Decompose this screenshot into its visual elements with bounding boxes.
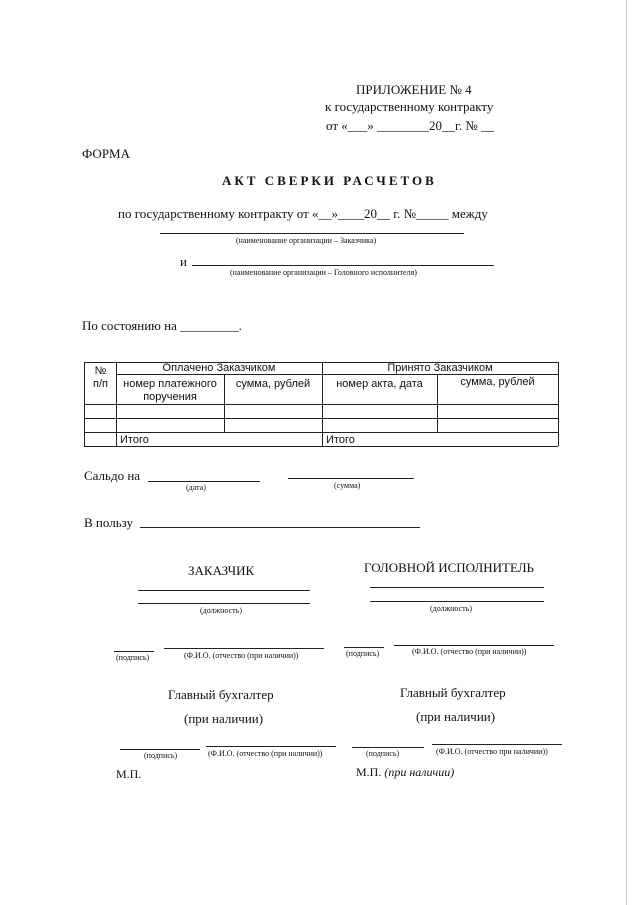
contractor-seal-label: М.П. — [356, 765, 382, 779]
table-line — [84, 432, 558, 433]
saldo-date-line — [148, 481, 260, 482]
contractor-heading: ГОЛОВНОЙ ИСПОЛНИТЕЛЬ — [364, 560, 534, 575]
table-line — [84, 418, 558, 419]
contractor-name-line — [192, 265, 494, 266]
customer-acc-fio-line — [206, 746, 336, 747]
appendix-to-contract: к государственному контракту — [325, 99, 494, 114]
contractor-position-line — [370, 601, 544, 602]
as-of-date: По состоянию на _________. — [82, 318, 242, 333]
paid-by-customer-header: Оплачено Заказчиком — [162, 362, 276, 374]
form-label: ФОРМА — [82, 146, 130, 161]
contractor-name-caption: (наименование организации – Головного исполнителя) — [230, 268, 417, 277]
table-line — [558, 362, 559, 446]
customer-position-line — [138, 603, 310, 604]
table-line — [84, 404, 558, 405]
customer-sign-line — [138, 590, 310, 591]
appendix-from-line: от «___» ________20__г. № __ — [326, 118, 495, 133]
col-payment-order: номер платежного поручения — [123, 378, 217, 403]
customer-signature-caption: (подпись) — [116, 653, 150, 662]
customer-fio-line — [164, 648, 324, 649]
in-favor-label: В пользу — [84, 515, 133, 530]
contractor-acc-signature-caption: (подпись) — [366, 749, 400, 758]
contractor-acc-fio-line — [432, 744, 562, 745]
page-edge-right — [626, 0, 627, 905]
customer-name-caption: (наименование организации – Заказчика) — [236, 236, 377, 245]
saldo-label: Сальдо на — [84, 468, 141, 483]
saldo-sum-line — [288, 478, 414, 479]
customer-fio-caption: (Ф.И.О. (отчество (при наличии)) — [184, 651, 299, 660]
customer-accountant-if-any: (при наличии) — [184, 711, 264, 726]
col-act-number-date: номер акта, дата — [336, 378, 423, 390]
appendix-number: ПРИЛОЖЕНИЕ № 4 — [356, 82, 472, 97]
customer-position-caption: (должность) — [200, 606, 242, 615]
customer-seal: М.П. — [116, 767, 142, 781]
col-number-header-line1: № — [94, 365, 107, 377]
contractor-position-caption: (должность) — [430, 604, 472, 613]
col-sum-paid: сумма, рублей — [235, 378, 311, 390]
contractor-seal — [356, 765, 454, 780]
contractor-acc-fio-caption: (Ф.И.О. (отчество при наличии)) — [436, 747, 548, 756]
customer-signature-line — [114, 651, 154, 652]
contractor-signature-caption: (подпись) — [346, 649, 380, 658]
contractor-acc-signature-line — [352, 747, 424, 748]
accepted-by-customer-header: Принято Заказчиком — [387, 362, 493, 374]
col-number-header — [85, 365, 116, 391]
col-sum-accepted: сумма, рублей — [460, 376, 535, 388]
table-line — [84, 446, 558, 447]
contractor-accountant-if-any: (при наличии) — [416, 709, 496, 724]
customer-acc-fio-caption: (Ф.И.О. (отчество (при наличии)) — [208, 749, 323, 758]
customer-name-line — [160, 233, 464, 234]
customer-acc-signature-line — [120, 749, 200, 750]
in-favor-line — [140, 527, 420, 528]
saldo-date-caption: (дата) — [186, 483, 206, 492]
total-paid: Итого — [120, 434, 149, 446]
and-label: и — [180, 254, 187, 269]
contract-line: по государственному контракту от «__»____20__ г. №_____ между — [118, 206, 488, 221]
contractor-accountant: Главный бухгалтер — [400, 685, 506, 700]
contractor-seal-note: (при наличии) — [384, 765, 455, 779]
customer-accountant: Главный бухгалтер — [168, 687, 274, 702]
total-accepted: Итого — [326, 434, 355, 446]
saldo-sum-caption: (сумма) — [334, 481, 361, 490]
customer-heading: ЗАКАЗЧИК — [188, 563, 255, 578]
contractor-fio-caption: (Ф.И.О. (отчество (при наличии)) — [412, 647, 527, 656]
contractor-sign-line — [370, 587, 544, 588]
col-number-header-line2: п/п — [93, 378, 108, 390]
document-title: АКТ СВЕРКИ РАСЧЕТОВ — [222, 173, 437, 188]
contractor-signature-line — [344, 647, 384, 648]
contractor-fio-line — [394, 645, 554, 646]
customer-acc-signature-caption: (подпись) — [144, 751, 178, 760]
